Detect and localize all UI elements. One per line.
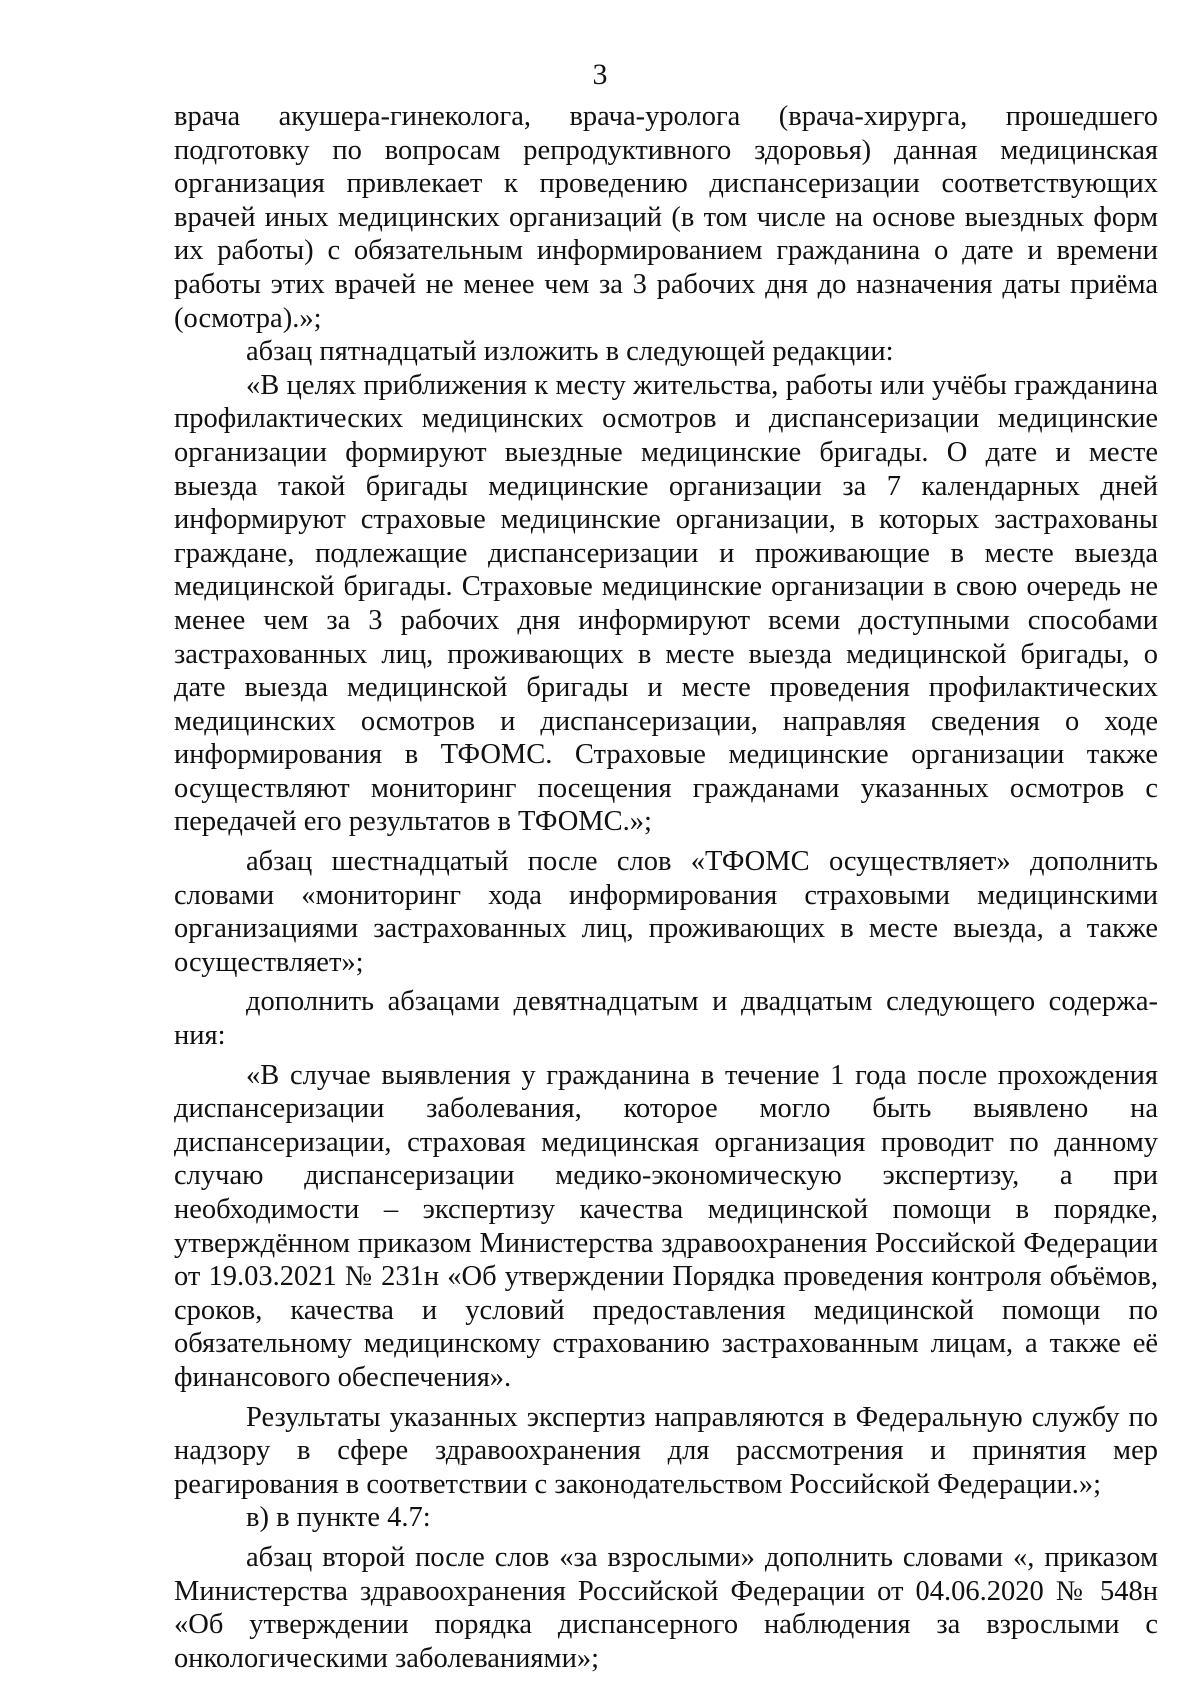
paragraph-quoted-expertise: «В случае выявления у гражданина в течение 1 года после прохождения диспансеризации заболевания, которое могло быть выявлено на диспансеризации, страховая медицинская организация проводит по данному случаю диспансеризации медико-экономическую экспертизу, а при необходимости – экспертизу качества медицинской помощи в порядке, утверждённом приказом Министерства здравоохранения Российской Федерации от 19.03.2021 № 231н «Об утверждении Порядка проведения контроля объёмов, сроков, качества и условий предоставления медицинской помощи по обязательному медицинскому страхованию застрахованным лицам, а также её финансового обеспечения».	[174, 1059, 1158, 1393]
paragraph-item-4-7: в) в пункте 4.7:	[246, 1502, 431, 1534]
document-body	[174, 100, 1158, 1675]
paragraph-amendment-15: абзац пятнадцатый изложить в следующей редакции:	[246, 336, 894, 368]
paragraph-add-19-20: дополнить абзацами девятнадцатым и двадцатым следующего содержания:	[174, 986, 1158, 1052]
paragraph-quoted-mobile-teams: «В целях приближения к месту жительства, работы или учёбы гражданина профилактических медицинских осмотров и диспансеризации медицинские организации формируют выездные медицинские бригады. О дате и месте выезда такой бригады медицинские организации за 7 календарных дней информируют страховые медицинские организации, в которых застрахованы граждане, подлежащие диспансеризации и проживающие в месте выезда медицинской бригады. Страховые медицинские организации в свою очередь не менее чем за 3 рабочих дня информируют всеми доступными способами застрахованных лиц, проживающих в месте выезда медицинской бригады, о дате выезда медицинской бригады и месте проведения профилактических медицинских осмотров и диспансеризации, направляя сведения о ходе информирования в ТФОМС. Страховые медицинские организации также осуществляют мониторинг посещения гражданами указанных осмотров с передачей его результатов в ТФОМС.»;	[174, 369, 1158, 838]
paragraph-quoted-results: Результаты указанных экспертиз направляются в Федеральную службу по надзору в сфере здравоохранения для рассмотрения и принятия мер реагирования в соответствии с законодательством Российской Федерации.»;	[174, 1401, 1158, 1500]
paragraph-continuation: врача акушера-гинеколога, врача-уролога (врача-хирурга, прошедшего подготовку по вопросам репродуктивного здоровья) данная медицинская организация привлекает к проведению диспансеризации соответствующих врачей иных медицинских организаций (в том числе на основе выездных форм их работы) с обязательным информированием гражданина о дате и времени работы этих врачей не менее чем за 3 рабочих дня до назначения даты приёма (осмотра).»;	[174, 101, 1158, 334]
paragraph-amendment-second: абзац второй после слов «за взрослыми» дополнить словами «, приказом Министерства здравоохранения Российской Федерации от 04.06.2020 № 548н «Об утверждении порядка диспансерного наблюдения за взрослыми с онкологическими заболеваниями»;	[174, 1541, 1158, 1674]
page-number: 3	[592, 58, 608, 91]
paragraph-amendment-16: абзац шестнадцатый после слов «ТФОМС осуществляет» дополнить словами «мониторинг хода информирования страховыми медицинскими организациями застрахованных лиц, проживающих в месте выезда, а также осуществляет»;	[174, 846, 1158, 978]
